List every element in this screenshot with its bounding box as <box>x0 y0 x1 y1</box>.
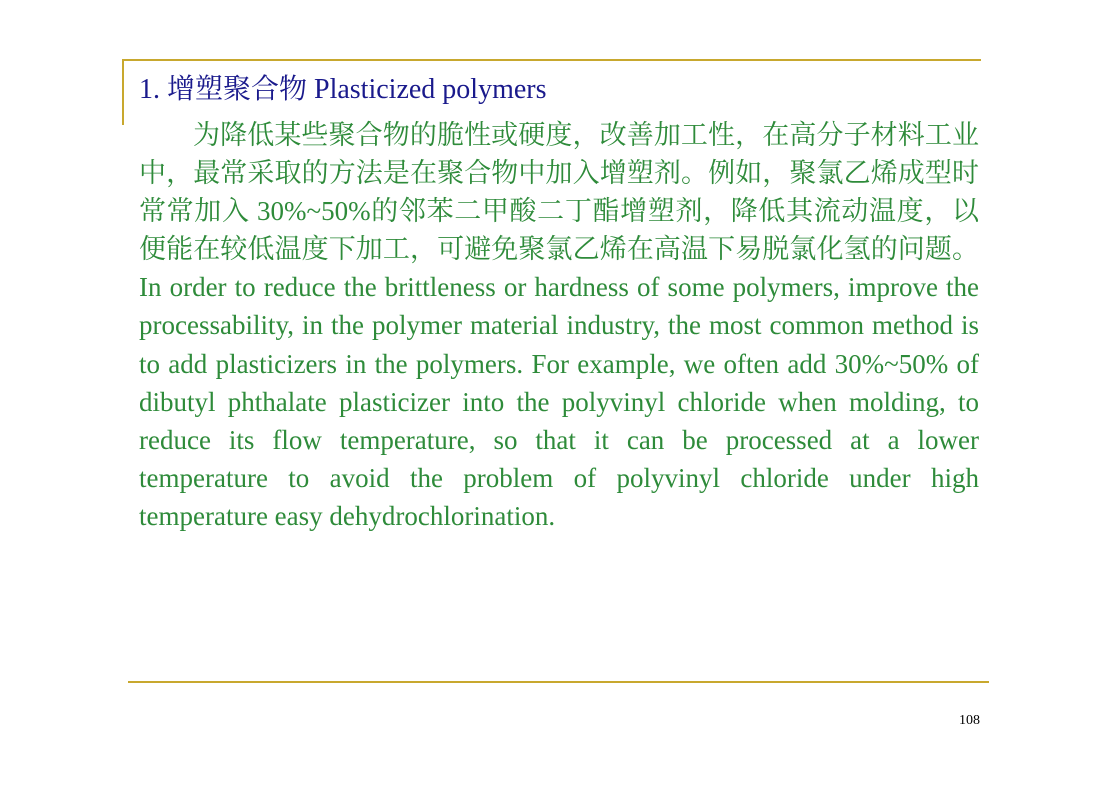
body-paragraph: 为降低某些聚合物的脆性或硬度，改善加工性，在高分子材料工业中，最常采取的方法是在聚合物中加入增塑剂。例如，聚氯乙烯成型时常常加入 30%~50%的邻苯二甲酸二丁酯增塑剂，降低其流动温度，以便能在较低温度下加工，可避免聚氯乙烯在高温下易脱氯化氢的问题。In order to reduce the brittleness or hardness of some polymers, improve the processability, in the polymer material industry, the most common method is to add plasticizers in the polymers. For example, we often add 30%~50% of dibutyl phthalate plasticizer into the polyvinyl chloride when molding, to reduce its flow temperature, so that it can be processed at a lower temperature to avoid the problem of polyvinyl chloride under high temperature easy dehydrochlorination. <box>139 120 979 531</box>
page-number: 108 <box>959 713 980 728</box>
slide-title: 1. 增塑聚合物 Plasticized polymers <box>139 74 547 105</box>
left-rule <box>122 59 124 125</box>
top-rule <box>122 59 981 61</box>
bottom-rule <box>128 681 989 683</box>
